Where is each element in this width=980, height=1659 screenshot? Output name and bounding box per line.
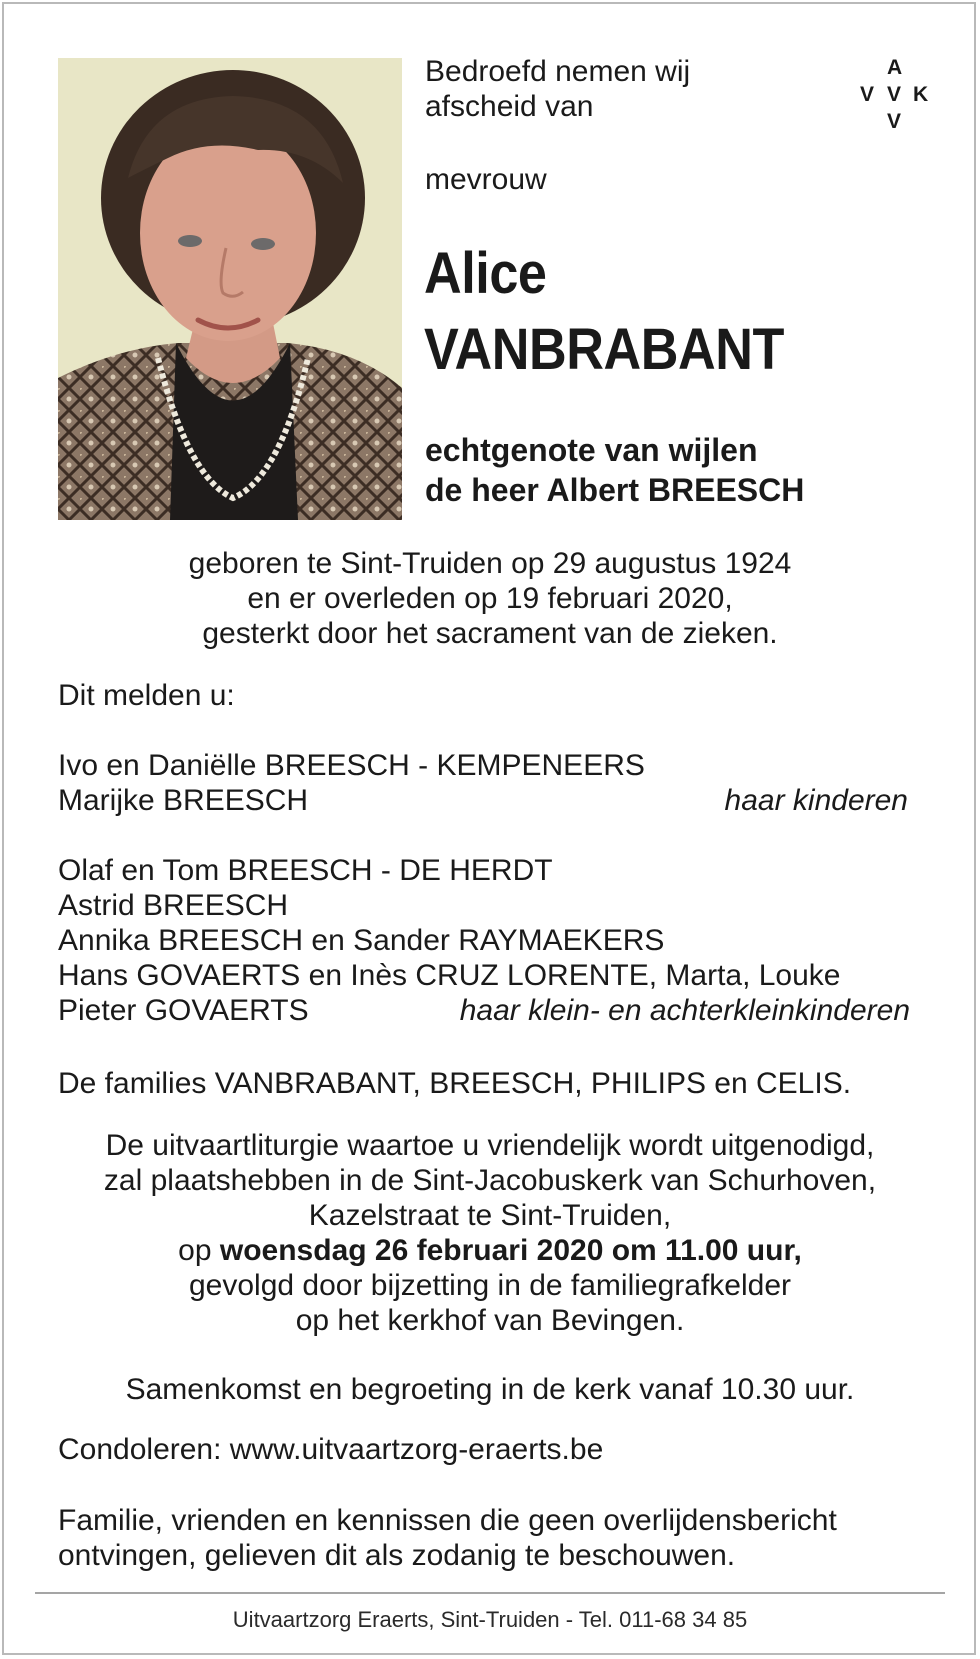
- salutation: mevrouw: [425, 163, 547, 196]
- child-line-2: Marijke BREESCH: [58, 784, 309, 817]
- funeral-line-4: [0, 1233, 980, 1268]
- intro-line-2: afscheid van: [425, 90, 594, 123]
- child-line-1: Ivo en Daniëlle BREESCH - KEMPENEERS: [58, 749, 645, 782]
- logo-letter-v-left: V: [860, 83, 875, 106]
- vvk-logo: [855, 56, 935, 136]
- funeral-date: woensdag 26 februari 2020 om 11.00 uur,: [219, 1234, 802, 1267]
- grandchild-line-3: Annika BREESCH en Sander RAYMAEKERS: [58, 924, 665, 957]
- sacrament-line: gesterkt door het sacrament van de zieken.: [202, 617, 778, 650]
- logo-letter-a: A: [887, 56, 903, 79]
- families-line: De families VANBRABANT, BREESCH, PHILIPS en CELIS.: [58, 1067, 852, 1100]
- first-name: Alice: [424, 241, 547, 306]
- condolences-line: Condoleren: www.uitvaartzorg-eraerts.be: [58, 1433, 604, 1466]
- grandchild-line-4: Hans GOVAERTS en Inès CRUZ LORENTE, Marta, Louke: [58, 959, 841, 992]
- grandchild-line-5: Pieter GOVAERTS: [58, 994, 309, 1027]
- last-name: VANBRABANT: [424, 317, 784, 382]
- grandchildren-role: haar klein- en achterkleinkinderen: [459, 994, 910, 1027]
- footer-divider: [35, 1592, 945, 1594]
- footer-contact: Uitvaartzorg Eraerts, Sint-Truiden - Tel. 011-68 34 85: [232, 1607, 748, 1632]
- funeral-line-3: Kazelstraat te Sint-Truiden,: [308, 1199, 672, 1232]
- funeral-line-6: op het kerkhof van Bevingen.: [295, 1304, 685, 1337]
- funeral-line-1: De uitvaartliturgie waartoe u vriendelijk wordt uitgenodigd,: [105, 1129, 875, 1162]
- children-role: haar kinderen: [724, 784, 908, 817]
- portrait-illustration: [58, 58, 402, 520]
- logo-letter-k: K: [913, 83, 929, 106]
- closing-line-2: ontvingen, gelieven dit als zodanig te beschouwen.: [58, 1539, 736, 1572]
- intro-line-1: Bedroefd nemen wij: [425, 55, 691, 88]
- funeral-date-prefix: op: [178, 1234, 220, 1267]
- grandchild-line-2: Astrid BREESCH: [58, 889, 289, 922]
- relation-line-2: de heer Albert BREESCH: [425, 472, 805, 508]
- funeral-line-5: gevolgd door bijzetting in de familiegrafkelder: [188, 1269, 792, 1302]
- closing-line-1: Familie, vrienden en kennissen die geen overlijdensbericht: [58, 1504, 837, 1537]
- birth-line: geboren te Sint-Truiden op 29 augustus 1924: [188, 547, 792, 580]
- death-line: en er overleden op 19 februari 2020,: [247, 582, 733, 615]
- announce-line: Dit melden u:: [58, 679, 235, 712]
- gathering-line: Samenkomst en begroeting in de kerk vanaf 10.30 uur.: [125, 1373, 855, 1406]
- logo-letter-v-bottom: V: [887, 110, 902, 133]
- logo-letter-v-middle: V: [887, 83, 902, 106]
- relation-line-1: echtgenote van wijlen: [425, 432, 758, 468]
- grandchild-line-1: Olaf en Tom BREESCH - DE HERDT: [58, 854, 553, 887]
- funeral-line-2: zal plaatshebben in de Sint-Jacobuskerk van Schurhoven,: [103, 1164, 877, 1197]
- portrait-photo: [58, 58, 402, 520]
